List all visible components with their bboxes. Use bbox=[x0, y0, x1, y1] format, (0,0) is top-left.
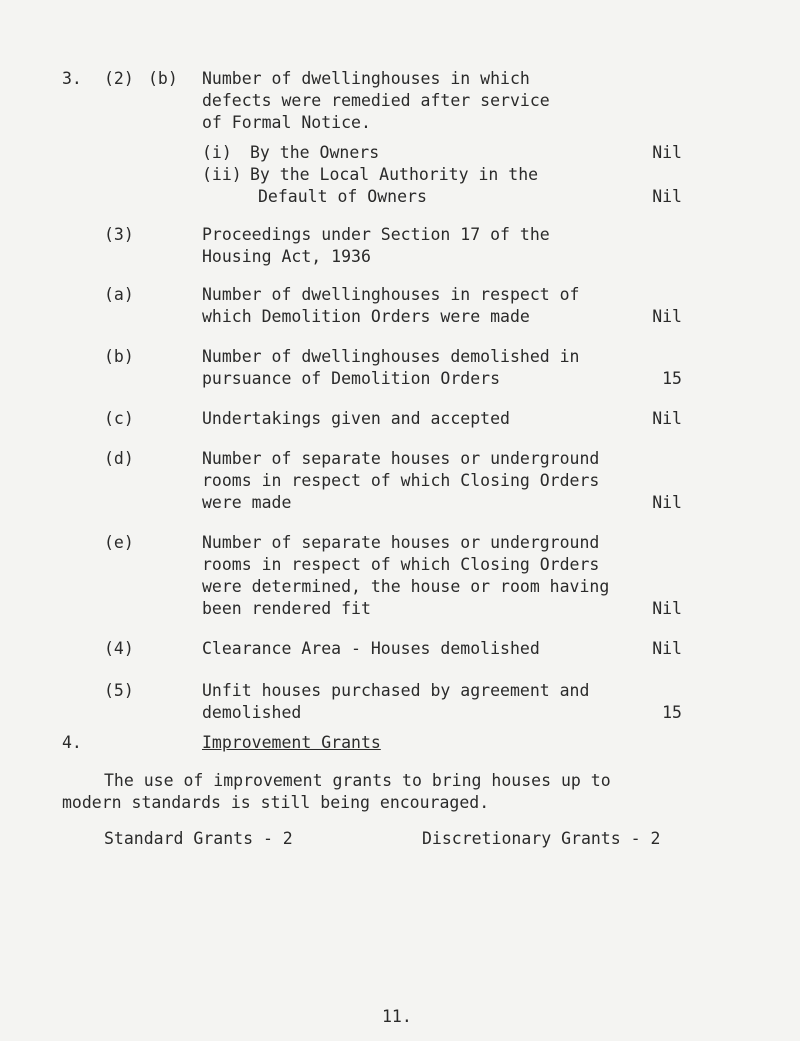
item-value: Nil bbox=[652, 639, 682, 658]
subsection-heading-line: Housing Act, 1936 bbox=[202, 247, 371, 266]
item-text-line: Undertakings given and accepted bbox=[202, 409, 510, 428]
item-text-line: which Demolition Orders were made bbox=[202, 307, 530, 326]
item-text-line: been rendered fit bbox=[202, 599, 371, 618]
item-label: (b) bbox=[148, 69, 178, 88]
subitem-label: (ii) bbox=[202, 165, 242, 184]
item-text-line: Number of separate houses or underground bbox=[202, 449, 600, 468]
item-text-line: defects were remedied after service bbox=[202, 91, 550, 110]
item-label: (e) bbox=[104, 533, 134, 552]
item-label: (b) bbox=[104, 347, 134, 366]
subsection-number: (3) bbox=[104, 225, 134, 244]
subsection-heading-line: Proceedings under Section 17 of the bbox=[202, 225, 550, 244]
item-value: Nil bbox=[652, 307, 682, 326]
item-text-line: Number of dwellinghouses in which bbox=[202, 69, 530, 88]
item-label: (c) bbox=[104, 409, 134, 428]
item-label: (a) bbox=[104, 285, 134, 304]
subitem-label: (i) bbox=[202, 143, 232, 162]
item-text-line: Number of dwellinghouses demolished in bbox=[202, 347, 580, 366]
item-text-line: pursuance of Demolition Orders bbox=[202, 369, 501, 388]
subsection-number: (2) bbox=[104, 69, 134, 88]
item-label: (d) bbox=[104, 449, 134, 468]
item-value: Nil bbox=[652, 187, 682, 206]
item-value: Nil bbox=[652, 143, 682, 162]
discretionary-grants: Discretionary Grants - 2 bbox=[422, 829, 661, 848]
item-text-line: Clearance Area - Houses demolished bbox=[202, 639, 540, 658]
paragraph-line: modern standards is still being encouraged. bbox=[62, 793, 490, 812]
section-heading: Improvement Grants bbox=[202, 733, 381, 752]
item-value: Nil bbox=[652, 599, 682, 618]
paragraph-line: The use of improvement grants to bring houses up to bbox=[104, 771, 611, 790]
item-text-line: demolished bbox=[202, 703, 302, 722]
item-text-line: were made bbox=[202, 493, 292, 512]
item-value: 15 bbox=[662, 703, 682, 722]
item-text-line: rooms in respect of which Closing Orders bbox=[202, 471, 600, 490]
item-value: Nil bbox=[652, 493, 682, 512]
item-text-line: rooms in respect of which Closing Orders bbox=[202, 555, 600, 574]
section-number: 4. bbox=[62, 733, 82, 752]
item-text-line: Unfit houses purchased by agreement and bbox=[202, 681, 590, 700]
item-text-line: Number of separate houses or underground bbox=[202, 533, 600, 552]
item-value: 15 bbox=[662, 369, 682, 388]
item-text-line: were determined, the house or room having bbox=[202, 577, 610, 596]
item-text-line: Number of dwellinghouses in respect of bbox=[202, 285, 580, 304]
subsection-number: (5) bbox=[104, 681, 134, 700]
page-number: 11. bbox=[382, 1007, 412, 1026]
subitem-text: By the Owners bbox=[250, 143, 380, 162]
section-number: 3. bbox=[62, 69, 82, 88]
item-text-line: of Formal Notice. bbox=[202, 113, 371, 132]
standard-grants: Standard Grants - 2 bbox=[104, 829, 293, 848]
subitem-text-line: Default of Owners bbox=[258, 187, 427, 206]
subitem-text-line: By the Local Authority in the bbox=[250, 165, 539, 184]
item-value: Nil bbox=[652, 409, 682, 428]
subsection-number: (4) bbox=[104, 639, 134, 658]
